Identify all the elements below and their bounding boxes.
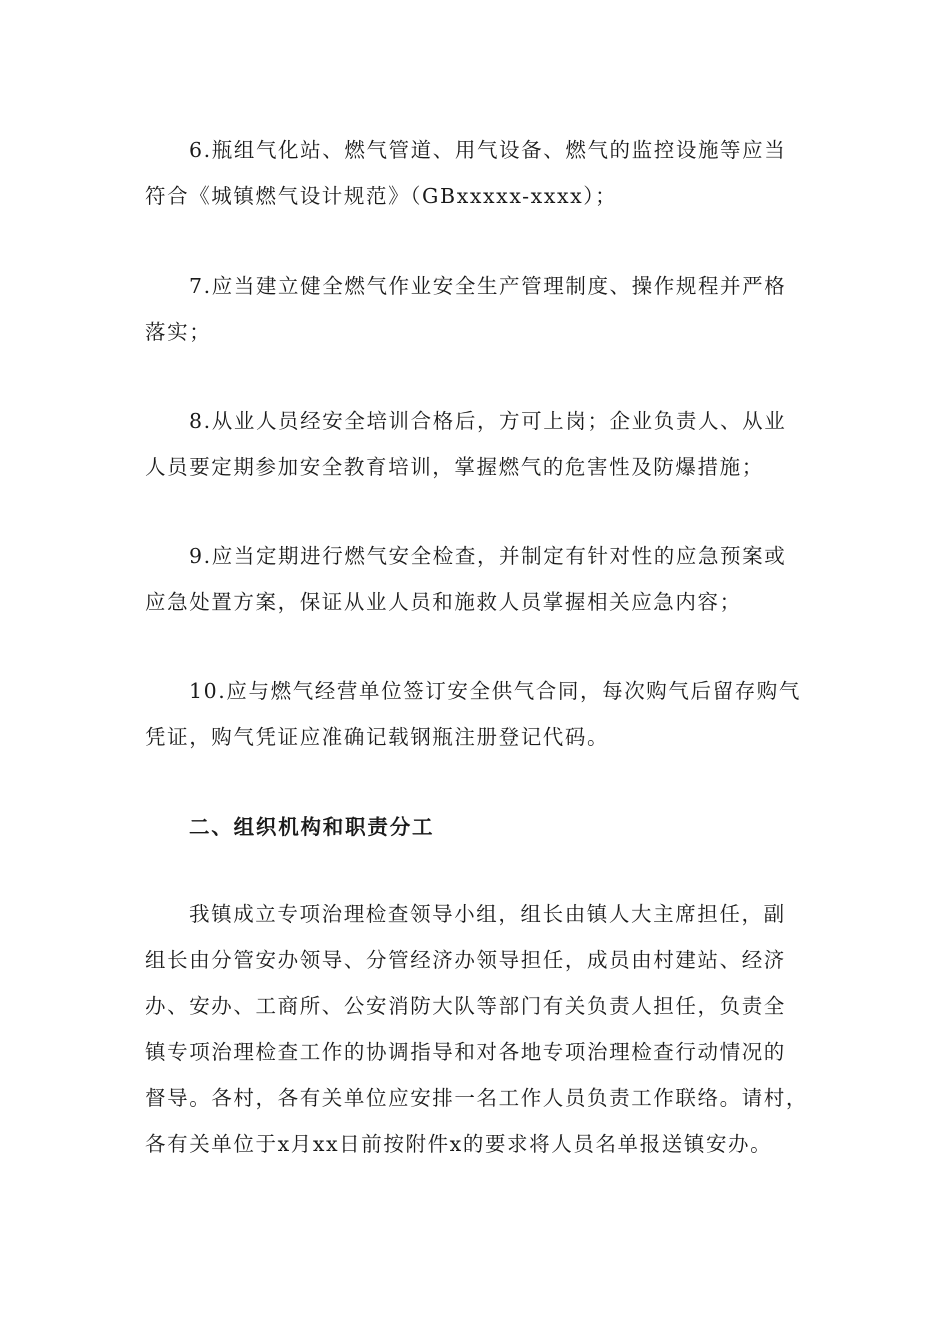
list-item-7 bbox=[145, 263, 810, 355]
paragraph-line: 镇专项治理检查工作的协调指导和对各地专项治理检查行动情况的 bbox=[145, 1040, 786, 1064]
paragraph-line: 各有关单位于x月xx日前按附件x的要求将人员名单报送镇安办。 bbox=[145, 1132, 773, 1156]
paragraph-line: 组长由分管安办领导、分管经济办领导担任，成员由村建站、经济 bbox=[145, 948, 786, 972]
section-paragraph bbox=[145, 891, 810, 1167]
list-item-8 bbox=[145, 398, 810, 490]
list-item-10 bbox=[145, 668, 810, 760]
section-heading-text: 二、组织机构和职责分工 bbox=[189, 815, 435, 839]
paragraph-line: 10.应与燃气经营单位签订安全供气合同，每次购气后留存购气 bbox=[189, 679, 801, 703]
paragraph-line: 7.应当建立健全燃气作业安全生产管理制度、操作规程并严格 bbox=[189, 274, 787, 298]
list-item-6 bbox=[145, 127, 810, 219]
paragraph-line: 6.瓶组气化站、燃气管道、用气设备、燃气的监控设施等应当 bbox=[189, 138, 787, 162]
paragraph-line: 9.应当定期进行燃气安全检查，并制定有针对性的应急预案或 bbox=[189, 544, 787, 568]
paragraph-line: 符合《城镇燃气设计规范》（GBxxxxx-xxxx）； bbox=[145, 184, 618, 208]
paragraph-line: 应急处置方案，保证从业人员和施救人员掌握相关应急内容； bbox=[145, 590, 742, 614]
paragraph-line: 8.从业人员经安全培训合格后，方可上岗；企业负责人、从业 bbox=[189, 409, 787, 433]
list-item-9 bbox=[145, 533, 810, 625]
section-heading bbox=[145, 804, 810, 850]
paragraph-line: 督导。各村，各有关单位应安排一名工作人员负责工作联络。请村， bbox=[145, 1086, 808, 1110]
paragraph-line: 我镇成立专项治理检查领导小组，组长由镇人大主席担任，副 bbox=[189, 902, 786, 926]
paragraph-line: 办、安办、工商所、公安消防大队等部门有关负责人担任，负责全 bbox=[145, 994, 786, 1018]
paragraph-line: 落实； bbox=[145, 320, 212, 344]
paragraph-line: 人员要定期参加安全教育培训，掌握燃气的危害性及防爆措施； bbox=[145, 455, 764, 479]
paragraph-line: 凭证，购气凭证应准确记载钢瓶注册登记代码。 bbox=[145, 725, 610, 749]
